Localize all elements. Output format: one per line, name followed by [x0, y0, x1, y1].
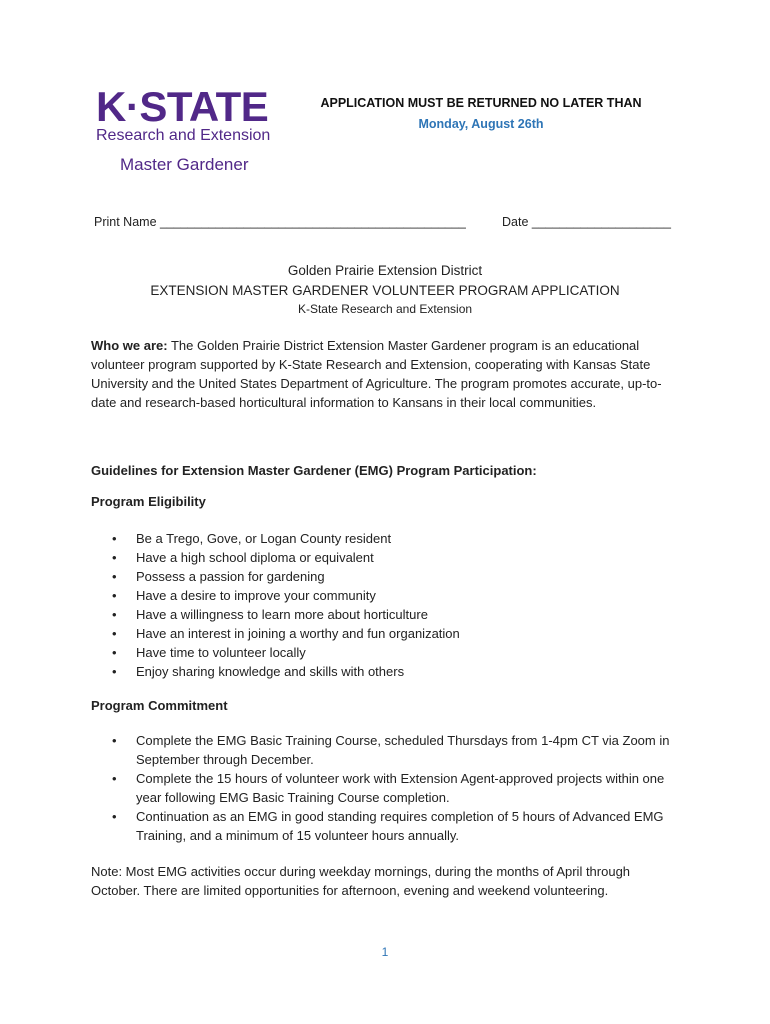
list-item: • Have a high school diploma or equivalent — [110, 548, 690, 567]
date-field[interactable]: Date ____________________ — [502, 215, 671, 229]
note-paragraph: Note: Most EMG activities occur during weekday mornings, during the months of April through October. There are limited opportunities for afternoon, evening and weekend volunteering. — [91, 864, 631, 898]
who-we-are-text: The Golden Prairie District Extension Master Gardener program is an educational volunteer program supported by K-State Research and Extension, cooperating with Kansas State University and the United States Department of Agriculture. The program promotes accurate, up-to-date and research-based horticultural information to Kansans in their local communities. — [91, 338, 662, 410]
commitment-list — [110, 731, 690, 845]
list-item: • Enjoy sharing knowledge and skills with others — [110, 662, 690, 681]
eligibility-list — [110, 529, 690, 681]
list-item: • Complete the 15 hours of volunteer work with Extension Agent-approved projects within one year following EMG Basic Training Course completion. — [110, 769, 690, 807]
list-item: • Complete the EMG Basic Training Course, scheduled Thursdays from 1-4pm CT via Zoom in September through December. — [110, 731, 690, 769]
deadline-date: Monday, August 26th — [418, 117, 544, 131]
organization-name: K-State Research and Extension — [297, 302, 473, 316]
list-item: • Have an interest in joining a worthy and fun organization — [110, 624, 690, 643]
kstate-logo: K·STATE — [96, 83, 269, 130]
logo-program-name: Master Gardener — [120, 155, 249, 174]
who-we-are-paragraph — [91, 336, 681, 412]
eligibility-heading: Program Eligibility — [91, 494, 206, 509]
list-item: • Have time to volunteer locally — [110, 643, 690, 662]
list-item: • Be a Trego, Gove, or Logan County resident — [110, 529, 690, 548]
page-number: 1 — [381, 945, 389, 959]
district-name: Golden Prairie Extension District — [287, 263, 483, 278]
logo-subtitle: Research and Extension — [96, 127, 271, 144]
application-title: EXTENSION MASTER GARDENER VOLUNTEER PROGRAM APPLICATION — [150, 283, 620, 298]
list-item: • Have a desire to improve your community — [110, 586, 690, 605]
commitment-heading: Program Commitment — [91, 698, 228, 713]
list-item: • Have a willingness to learn more about horticulture — [110, 605, 690, 624]
guidelines-heading: Guidelines for Extension Master Gardener (EMG) Program Participation: — [91, 463, 537, 478]
list-item: • Possess a passion for gardening — [110, 567, 690, 586]
deadline-notice: APPLICATION MUST BE RETURNED NO LATER THAN — [320, 96, 642, 110]
list-item: • Continuation as an EMG in good standing requires completion of 5 hours of Advanced EMG Training, and a minimum of 15 volunteer hours annually. — [110, 807, 690, 845]
who-we-are-label: Who we are: — [91, 338, 168, 353]
print-name-field[interactable]: Print Name ____________________________________________ — [94, 215, 466, 229]
